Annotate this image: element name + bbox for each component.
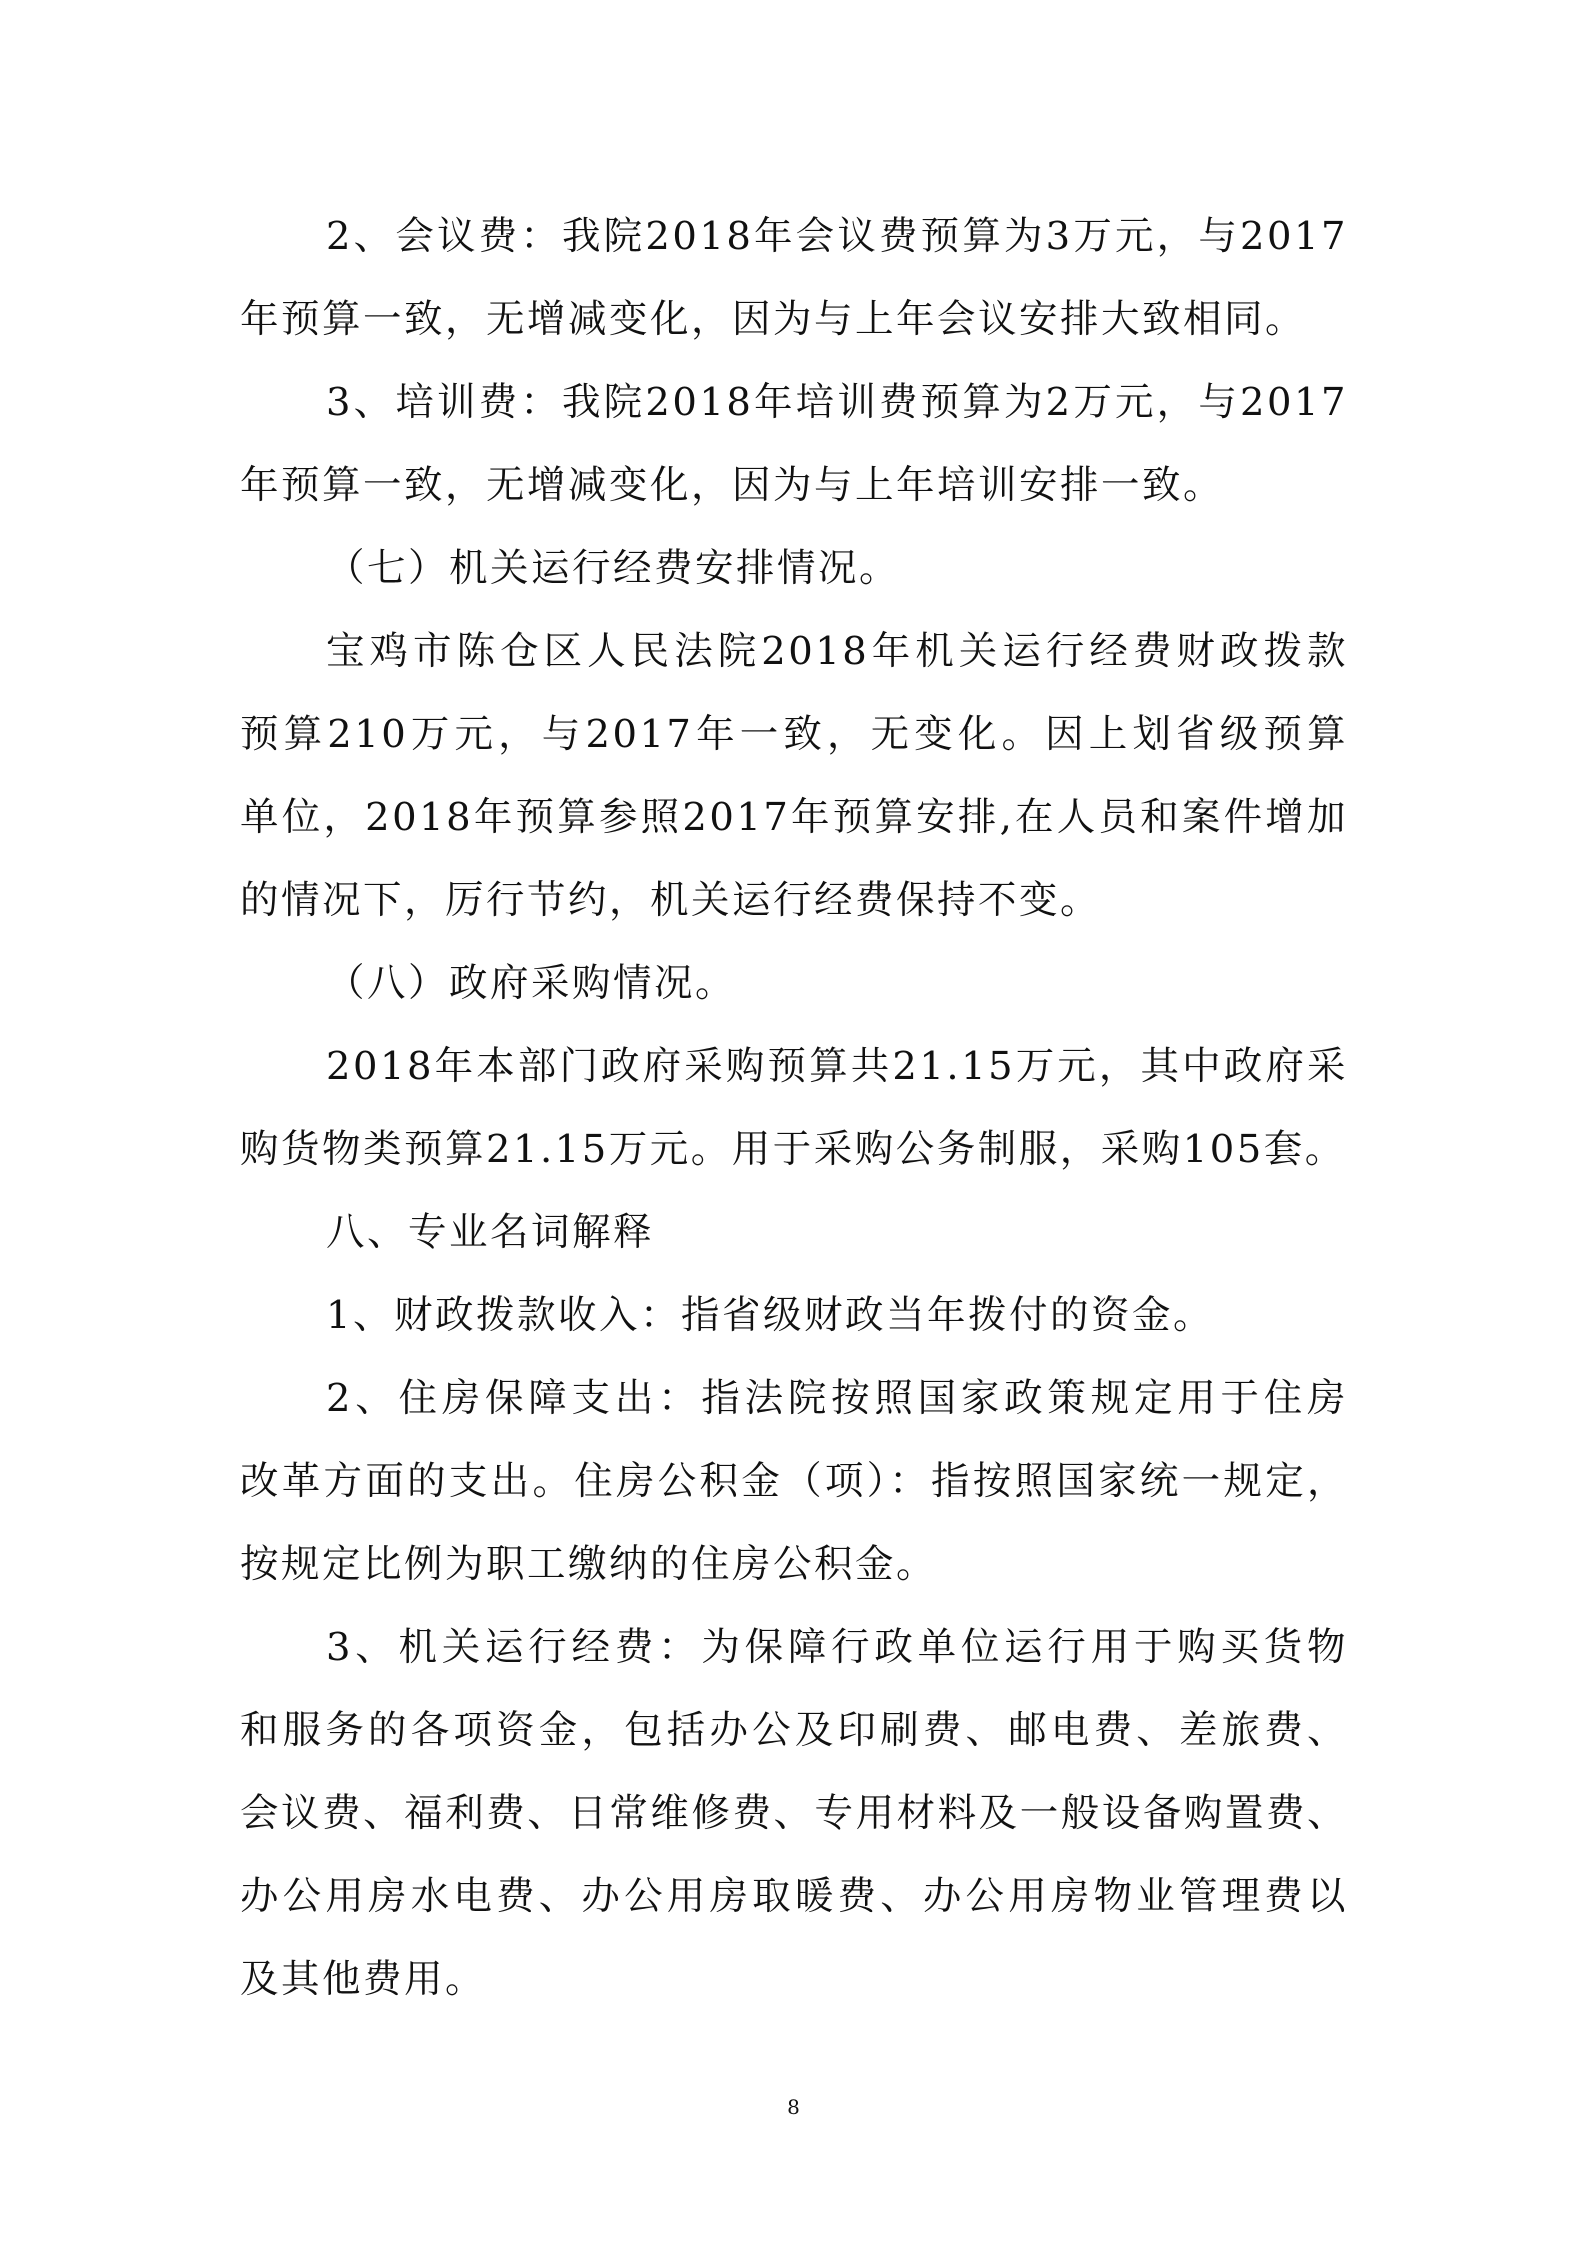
- text-line: 购货物类预算21.15万元。用于采购公务制服，采购105套。: [240, 1127, 1346, 1172]
- text-line: 八、专业名词解释: [326, 1210, 655, 1255]
- paragraph-procurement: [240, 1025, 1348, 1191]
- text-line: 及其他费用。: [240, 1957, 487, 2002]
- text-line: 3、机关运行经费：为保障行政单位运行用于购买货物: [326, 1625, 1348, 1670]
- text-line: （七）机关运行经费安排情况。: [326, 546, 901, 591]
- section-heading-terms: [240, 1191, 1348, 1274]
- paragraph-term-housing: [240, 1357, 1348, 1606]
- text-line: 宝鸡市陈仓区人民法院2018年机关运行经费财政拨款: [326, 629, 1348, 674]
- text-line: 年预算一致，无增减变化，因为与上年会议安排大致相同。: [240, 297, 1307, 342]
- paragraph-training-fee: [240, 361, 1348, 527]
- text-line: 1、财政拨款收入：指省级财政当年拨付的资金。: [326, 1293, 1214, 1338]
- text-line: 3、培训费：我院2018年培训费预算为2万元，与2017: [326, 380, 1348, 425]
- text-line: 的情况下，厉行节约，机关运行经费保持不变。: [240, 878, 1102, 923]
- text-line: 2、会议费：我院2018年会议费预算为3万元，与2017: [326, 214, 1348, 259]
- text-line: 按规定比例为职工缴纳的住房公积金。: [240, 1542, 938, 1587]
- text-line: 会议费、福利费、日常维修费、专用材料及一般设备购置费、: [240, 1791, 1348, 1836]
- document-body: [240, 195, 1348, 2021]
- text-line: 预算210万元，与2017年一致，无变化。因上划省级预算: [240, 712, 1348, 757]
- subheading-procurement: [240, 942, 1348, 1025]
- text-line: 办公用房水电费、办公用房取暖费、办公用房物业管理费以: [240, 1874, 1348, 1919]
- text-line: 单位，2018年预算参照2017年预算安排,在人员和案件增加: [240, 795, 1348, 840]
- paragraph-operating-expenses: [240, 610, 1348, 942]
- text-line: （八）政府采购情况。: [326, 961, 737, 1006]
- subheading-operating-expenses: [240, 527, 1348, 610]
- text-line: 和服务的各项资金，包括办公及印刷费、邮电费、差旅费、: [240, 1708, 1348, 1753]
- text-line: 2、住房保障支出：指法院按照国家政策规定用于住房: [326, 1376, 1348, 1421]
- text-line: 改革方面的支出。住房公积金（项）：指按照国家统一规定，: [240, 1459, 1348, 1504]
- paragraph-term-operating: [240, 1606, 1348, 2021]
- page-number: 8: [787, 2095, 800, 2119]
- text-line: 2018年本部门政府采购预算共21.15万元，其中政府采: [326, 1044, 1348, 1089]
- paragraph-meeting-fee: [240, 195, 1348, 361]
- paragraph-term-fiscal-revenue: [240, 1274, 1348, 1357]
- text-line: 年预算一致，无增减变化，因为与上年培训安排一致。: [240, 463, 1225, 508]
